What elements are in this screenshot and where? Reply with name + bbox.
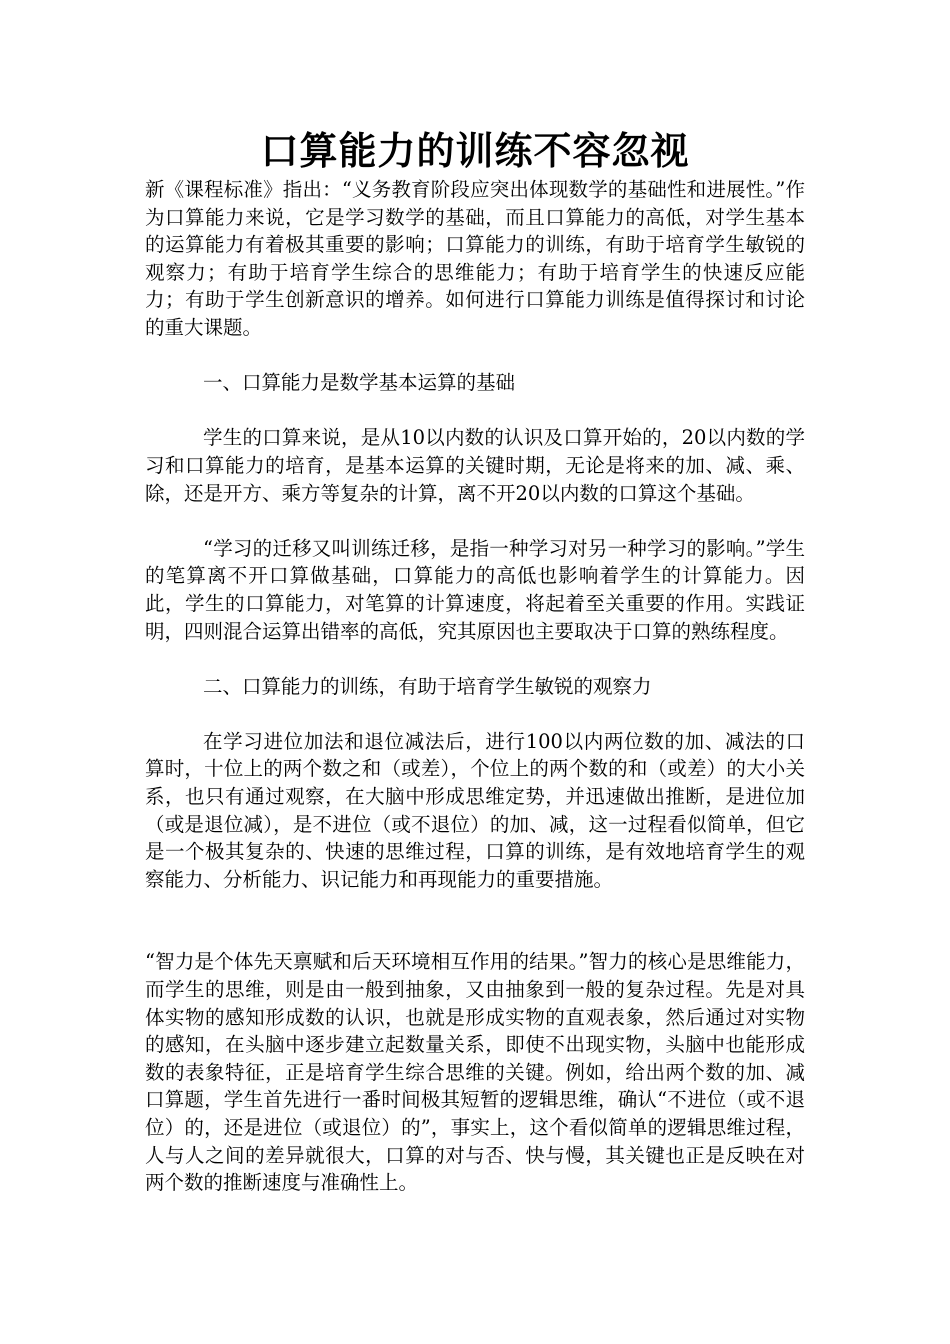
section-heading-2: 二、口算能力的训练，有助于培育学生敏锐的观察力	[203, 674, 652, 698]
section-heading-1: 一、口算能力是数学基本运算的基础	[203, 371, 516, 395]
paragraph-section1-b: “学习的迁移又叫训练迁移，是指一种学习对另一种学习的影响。”学生的笔算离不开口算做基础，口算能力的高低也影响着学生的计算能力。因此，学生的口算能力，对笔算的计算速度，将起着至关重要的作用。实践证明，四则混合运算出错率的高低，究其原因也主要取决于口算的熟练程度。	[145, 536, 805, 643]
paragraph-intro: 新《课程标准》指出：“义务教育阶段应突出体现数学的基础性和进展性。”作为口算能力来说，它是学习数学的基础，而且口算能力的高低，对学生基本的运算能力有着极其重要的影响；口算能力的训练，有助于培育学生敏锐的观察力；有助于培育学生综合的思维能力；有助于培育学生的快速反应能力；有助于学生创新意识的增养。如何进行口算能力训练是值得探讨和讨论的重大课题。	[145, 178, 805, 339]
document-title: 口算能力的训练不容忽视	[260, 128, 690, 173]
paragraph-section1-a: 学生的口算来说，是从10以内数的认识及口算开始的，20以内数的学习和口算能力的培育，是基本运算的关键时期，无论是将来的加、减、乘、除，还是开方、乘方等复杂的计算，离不开20以内数的口算这个基础。	[145, 426, 805, 505]
document-body	[145, 176, 805, 1197]
paragraph-section2-a: 在学习进位加法和退位减法后，进行100以内两位数的加、减法的口算时，十位上的两个数之和（或差），个位上的两个数的和（或差）的大小关系，也只有通过观察，在大脑中形成思维定势，并迅速做出推断，是进位加（或是退位减），是不进位（或不退位）的加、减，这一过程看似简单，但它是一个极其复杂的、快速的思维过程，口算的训练，是有效地培育学生的观察能力、分析能力、识记能力和再现能力的重要措施。	[145, 729, 805, 891]
paragraph-section2-b: “智力是个体先天禀赋和后天环境相互作用的结果。”智力的核心是思维能力，而学生的思维，则是由一般到抽象，又由抽象到一般的复杂过程。先是对具体实物的感知形成数的认识，也就是形成实物的直观表象，然后通过对实物的感知，在头脑中逐步建立起数量关系，即使不出现实物，头脑中也能形成数的表象特征，正是培育学生综合思维的关键。例如，给出两个数的加、减口算题，学生首先进行一番时间极其短暂的逻辑思维，确认“不进位（或不退位）的，还是进位（或退位）的”，事实上，这个看似简单的逻辑思维过程，人与人之间的差异就很大，口算的对与否、快与慢，其关键也正是反映在对两个数的推断速度与准确性上。	[145, 950, 805, 1195]
